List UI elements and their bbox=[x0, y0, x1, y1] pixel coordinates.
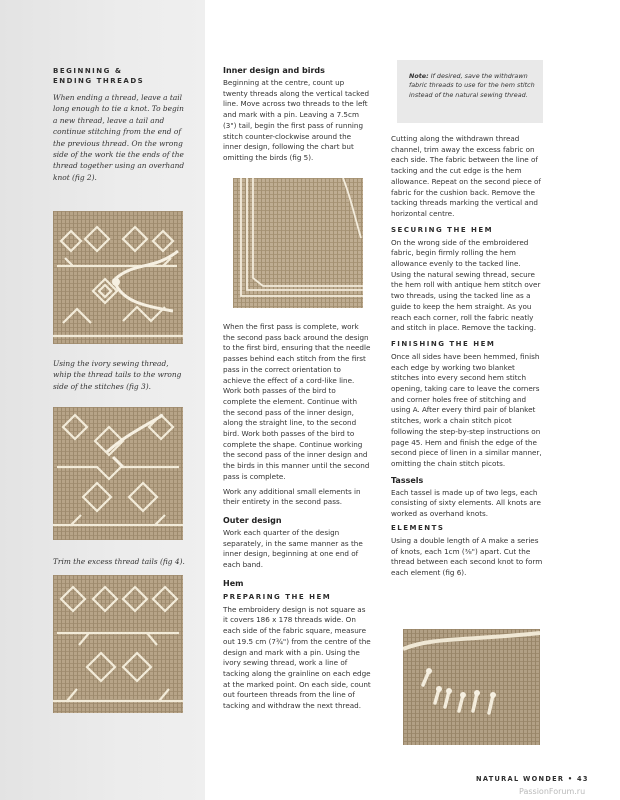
intro-text: When ending a thread, leave a tail long enough to tie a knot. To begin a new thread, leave a tail and continue stitching from the end of the previous thread. On the wrong side of the work tie the ends of the thread together using an overhand knot (fig 2). bbox=[53, 93, 185, 182]
heading-inner-design: Inner design and birds bbox=[223, 66, 325, 75]
heading-tassels: Tassels bbox=[391, 475, 424, 485]
para-inner-design: Beginning at the centre, count up twenty threads along the vertical tacked line. Move across two threads to the left and mark with a pin. Leaving a 7.5cm (3") tail, begin the first pass of running stitch counter-clockwise around the inner design, following the chart but omitting the birds (fig 5). bbox=[223, 78, 370, 162]
para-tassels: Each tassel is made up of two legs, each consisting of sixty elements. All knots are worked as overhand knots. bbox=[391, 487, 541, 519]
para-outer-design: Work each quarter of the design separately, in the same manner as the inner design, beginning at one end of each band. bbox=[223, 527, 363, 570]
heading-securing-hem: SECURING THE HEM bbox=[391, 225, 494, 234]
heading-preparing-hem: PREPARING THE HEM bbox=[223, 592, 332, 601]
heading-finishing-hem: FINISHING THE HEM bbox=[391, 339, 496, 348]
middle-column-top bbox=[223, 66, 371, 167]
para-securing-hem: On the wrong side of the embroidered fabric, begin firmly rolling the hem allowance evenly to the tacked line. Using the natural sewing thread, secure the hem roll with antique hem stitch over two threads, using the tacked line as a guide to keep the hem straight. As you reach each corner, roll the fabric neatly and stitch in place. Remove the tacking. bbox=[391, 237, 541, 333]
photo-fig2 bbox=[53, 211, 183, 344]
para-elements: Using a double length of A make a series of knots, each 1cm (⅜") apart. Cut the thread between each second knot to form each element (fig 6). bbox=[391, 535, 543, 577]
caption-fig3: Using the ivory sewing thread, whip the thread tails to the wrong side of the stitches (fig 3). bbox=[53, 359, 182, 391]
note-label: Note: bbox=[409, 72, 429, 80]
note-body: If desired, save the withdrawn fabric threads to use for the hem stitch instead of the natural sewing thread. bbox=[409, 72, 535, 99]
photo-fig4 bbox=[53, 575, 183, 713]
photo-fig3 bbox=[53, 407, 183, 540]
para-preparing-hem: The embroidery design is not square as it covers 186 x 178 threads wide. On each side of the fabric square, measure out 19.5 cm (7¾") from the centre of the design and mark with a pin. Using the ivory sewing thread, work a line of tacking along the grainline on each edge at the marked point. On each side, count out fourteen threads from the line of tacking and withdraw the next thread. bbox=[223, 604, 371, 711]
caption-fig4: Trim the excess thread tails (fig 4). bbox=[53, 557, 185, 566]
watermark: PassionForum.ru bbox=[519, 787, 586, 796]
heading-beginning-ending: BEGINNING & ENDING THREADS bbox=[53, 67, 145, 85]
photo-fig6 bbox=[403, 629, 540, 745]
note-text bbox=[409, 72, 535, 100]
left-column bbox=[53, 66, 188, 183]
heading-hem: Hem bbox=[223, 578, 244, 588]
right-column bbox=[391, 134, 543, 582]
para-second-pass: When the first pass is complete, work the second pass back around the design to the first bird, ensuring that the needle passes behind each stitch from the first pass in the correct orientation to achieve the effect of a cord-like line. Work both passes of the bird to complete the element. Continue with the second pass of the inner design, along the straight line, to the second bird. Work both passes of the bird to complete the shape. Continue working the second pass of the inner design and the birds in this manner until the second pass is complete. bbox=[223, 322, 371, 481]
para-cutting: Cutting along the withdrawn thread channel, trim away the excess fabric on each side. The fabric between the line of tacking and the cut edge is the hem allowance. Repeat on the second piece of fabric for the cushion back. Remove the tacking threads marking the vertical and horizontal centre. bbox=[391, 134, 541, 218]
para-additional-elements: Work any additional small elements in their entirety in the second pass. bbox=[223, 486, 361, 507]
heading-elements: ELEMENTS bbox=[391, 523, 445, 532]
heading-outer-design: Outer design bbox=[223, 515, 282, 525]
middle-column-bottom bbox=[223, 322, 371, 715]
page-folio: NATURAL WONDER • 43 bbox=[476, 775, 589, 783]
note-box bbox=[397, 60, 543, 123]
photo-fig5 bbox=[233, 178, 363, 308]
para-finishing-hem: Once all sides have been hemmed, finish each edge by working two blanket stitches into every second hem stitch opening, taking care to leave the corners and corner holes free of stitching and using A. After every third pair of blanket stitches, work a chain stitch picot following the step-by-step instructions on page 45. Hem and finish the edge of the second piece of linen in a similar manner, omitting the chain stitch picots. bbox=[391, 351, 542, 468]
